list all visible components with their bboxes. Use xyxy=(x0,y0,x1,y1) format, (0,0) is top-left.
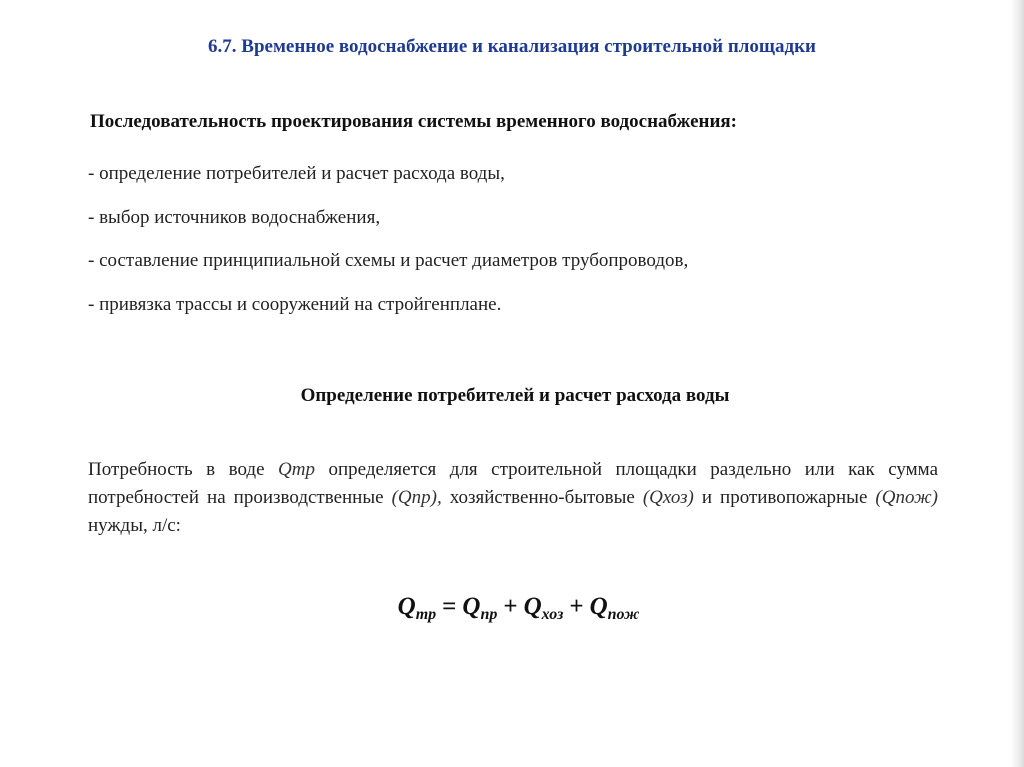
formula-equals: = xyxy=(442,593,457,620)
design-steps-list xyxy=(88,163,688,337)
formula-symbol: Q xyxy=(462,593,481,620)
formula-subscript: пр xyxy=(480,606,498,623)
formula-symbol: Q xyxy=(397,593,416,620)
list-item: - привязка трассы и сооружений на стройгенплане. xyxy=(88,293,502,315)
paragraph-text: Потребность в воде xyxy=(88,459,279,480)
slide-edge-shadow xyxy=(1010,0,1024,767)
list-item: - составление принципиальной схемы и расчет диаметров трубопроводов, xyxy=(88,250,689,271)
subsection-heading: Определение потребителей и расчет расхода воды xyxy=(300,385,730,406)
variable-q-household: (Qхоз) xyxy=(642,487,694,508)
water-demand-paragraph xyxy=(88,456,938,540)
section-heading: Последовательность проектирования системы временного водоснабжения: xyxy=(90,111,738,132)
variable-q-total: Qтр xyxy=(278,459,315,480)
formula-symbol: Q xyxy=(589,593,608,620)
paragraph-text: определяется для строительной площадки раздельно или как сумма потребностей на производственные xyxy=(88,459,938,508)
paragraph-text: хозяйственно-бытовые xyxy=(441,487,643,508)
formula-plus: + xyxy=(569,593,584,620)
list-item: - выбор источников водоснабжения, xyxy=(88,206,381,228)
formula-subscript: пож xyxy=(607,606,640,623)
variable-q-fire: (Qпож) xyxy=(875,487,938,508)
list-item: - определение потребителей и расчет расхода воды, xyxy=(88,163,505,184)
formula-subscript: хоз xyxy=(541,606,564,623)
paragraph-text: нужды, л/с: xyxy=(88,515,181,536)
water-demand-formula xyxy=(0,593,1024,624)
variable-q-production: (Qпр), xyxy=(391,487,442,508)
paragraph-text: и противопожарные xyxy=(693,487,876,508)
formula-subscript: тр xyxy=(415,606,437,623)
slide-title: 6.7. Временное водоснабжение и канализация строительной площадки xyxy=(208,36,816,57)
formula-plus: + xyxy=(503,593,518,620)
formula-symbol: Q xyxy=(523,593,542,620)
